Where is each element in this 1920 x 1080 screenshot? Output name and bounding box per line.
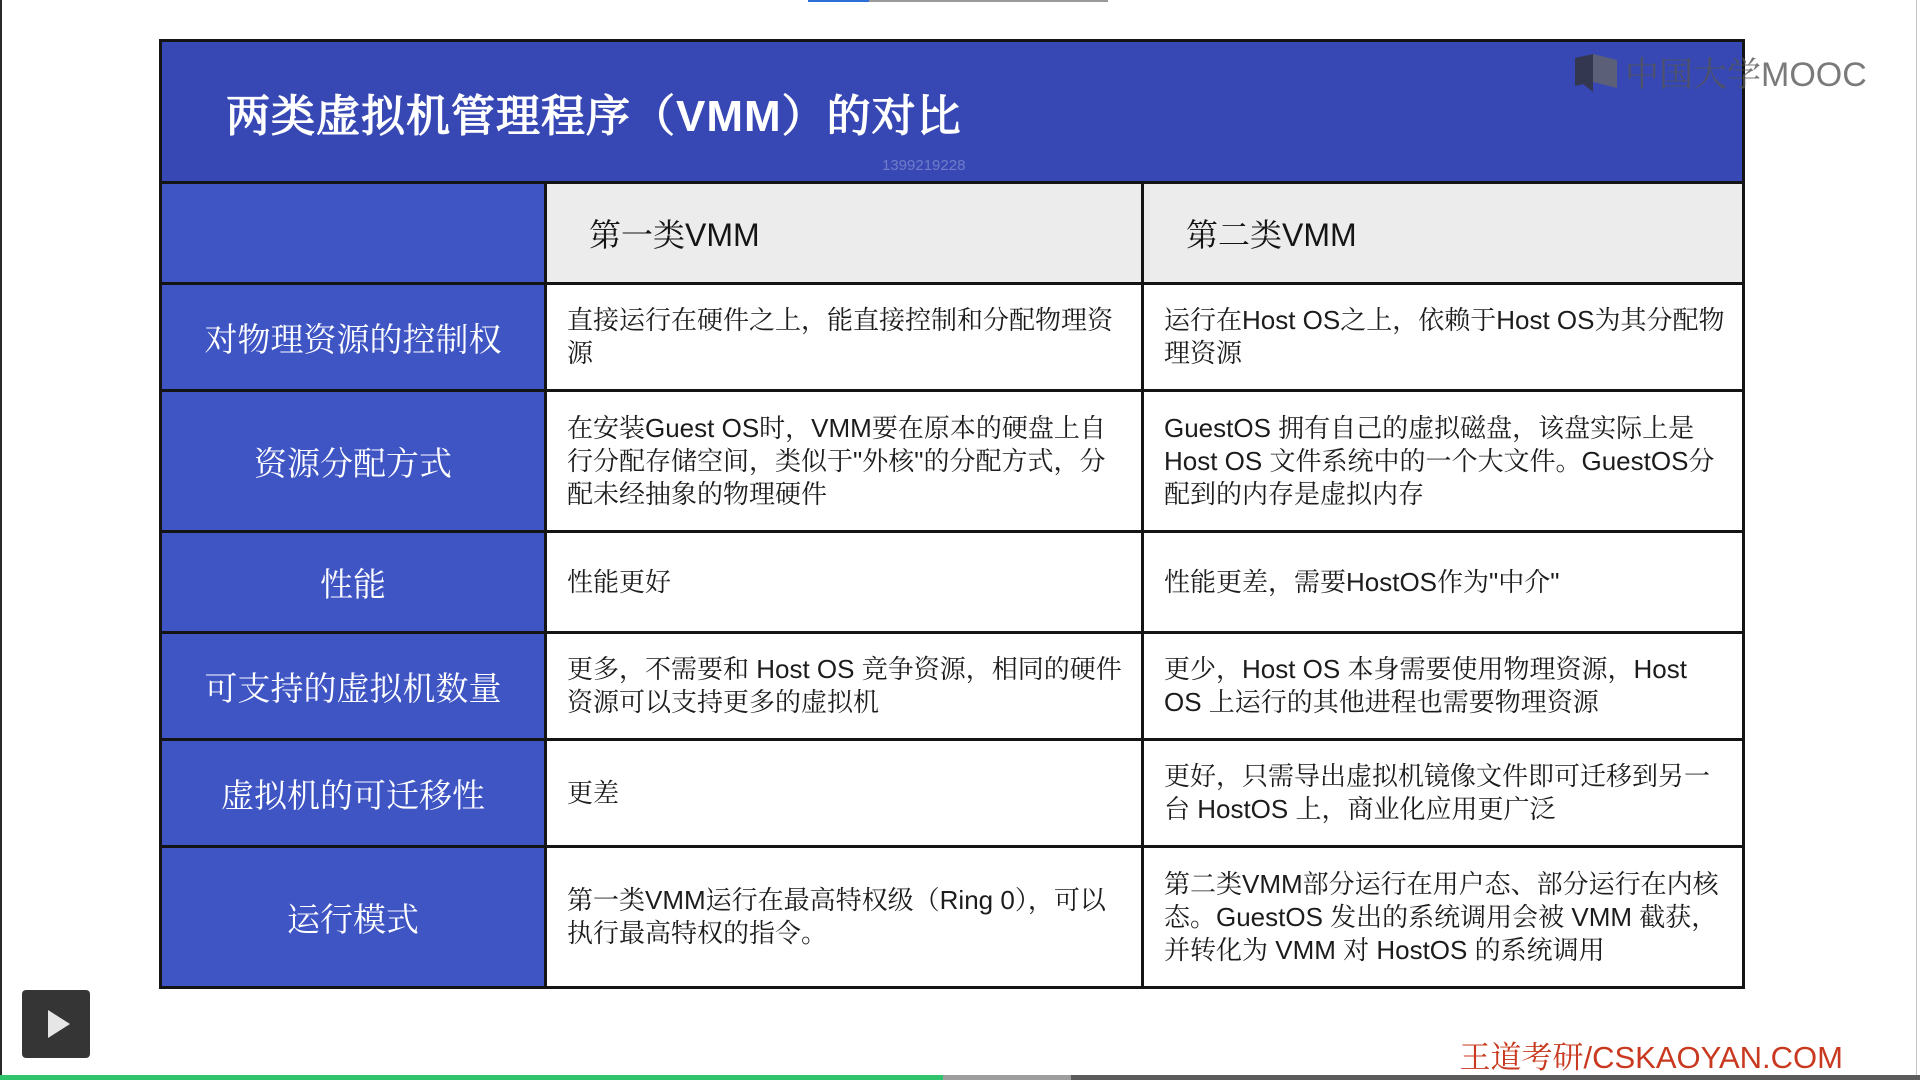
table-cell-type1 (547, 285, 1141, 389)
cell-text: 第一类VMM运行在最高特权级（Ring 0），可以执行最高特权的指令。 (567, 885, 1106, 948)
cell-text: 更少，Host OS 本身需要使用物理资源，Host OS 上运行的其他进程也需要物理资源 (1164, 654, 1687, 717)
window-edge-right (1916, 0, 1917, 1075)
row-label-resource-allocation (162, 392, 544, 530)
row-label-text: 资源分配方式 (254, 444, 452, 482)
table-header-type2-label: 第二类VMM (1186, 217, 1357, 253)
row-label-resource-control (162, 285, 544, 389)
table-cell-type1 (547, 634, 1141, 738)
mooc-logo (1573, 47, 1867, 96)
table-cell-type2 (1144, 848, 1742, 986)
table-header-type1-label: 第一类VMM (589, 217, 760, 253)
table-cell-type2 (1144, 533, 1742, 631)
viewer-id-watermark: 1399219228 (882, 157, 966, 174)
row-label-vm-count (162, 634, 544, 738)
row-label-text: 对物理资源的控制权 (204, 320, 502, 358)
row-label-text: 性能 (320, 565, 386, 603)
table-cell-type2 (1144, 634, 1742, 738)
cell-text: 第二类VMM部分运行在用户态、部分运行在内核态。GuestOS 发出的系统调用会被 VMM 截获，并转化为 VMM 对 HostOS 的系统调用 (1164, 868, 1719, 965)
slide-title: 两类虚拟机管理程序（VMM）的对比 (226, 91, 962, 141)
window-edge-left (0, 0, 2, 1080)
table-header-type1 (547, 184, 1141, 282)
table-cell-type1 (547, 741, 1141, 845)
cell-text: 性能更好 (567, 566, 672, 597)
mooc-logo-icon (1573, 52, 1619, 92)
row-label-portability (162, 741, 544, 845)
footer-brand: 王道考研/CSKAOYAN.COM (1459, 1040, 1843, 1075)
cell-text: 更好，只需导出虚拟机镜像文件即可迁移到另一台 HostOS 上，商业化应用更广泛 (1164, 761, 1711, 824)
play-icon (22, 990, 90, 1058)
play-button[interactable] (22, 990, 90, 1058)
cell-text: 更多，不需要和 Host OS 竞争资源，相同的硬件资源可以支持更多的虚拟机 (567, 654, 1122, 717)
table-cell-type2 (1144, 285, 1742, 389)
cell-text: GuestOS 拥有自己的虚拟磁盘，该盘实际上是 Host OS 文件系统中的一个大文件。GuestOS分配到的内存是虚拟内存 (1164, 412, 1715, 509)
row-label-text: 可支持的虚拟机数量 (204, 669, 502, 707)
table-cell-type1 (547, 848, 1141, 986)
mooc-logo-text: 中国大学MOOC (1625, 56, 1867, 94)
cell-text: 更差 (567, 777, 620, 808)
slide-title-band (162, 42, 1742, 181)
video-progress-bar[interactable] (0, 1075, 1920, 1080)
cell-text: 运行在Host OS之上，依赖于Host OS为其分配物理资源 (1164, 305, 1725, 368)
vmm-comparison-table (159, 39, 1745, 989)
row-label-text: 运行模式 (287, 900, 419, 938)
table-cell-type1 (547, 392, 1141, 530)
table-header-corner (162, 184, 544, 282)
row-label-text: 虚拟机的可迁移性 (221, 776, 485, 814)
cell-text: 直接运行在硬件之上，能直接控制和分配物理资源 (567, 305, 1114, 368)
progress-played (0, 1075, 943, 1080)
table-header-type2 (1144, 184, 1742, 282)
top-loading-indicator (808, 0, 1108, 2)
table-cell-type2 (1144, 741, 1742, 845)
table-cell-type2 (1144, 392, 1742, 530)
row-label-run-mode (162, 848, 544, 986)
table-cell-type1 (547, 533, 1141, 631)
row-label-performance (162, 533, 544, 631)
cell-text: 在安装Guest OS时，VMM要在原本的硬盘上自行分配存储空间，类似于"外核"的分配方式，分配未经抽象的物理硬件 (567, 412, 1106, 509)
cell-text: 性能更差，需要HostOS作为"中介" (1164, 566, 1560, 597)
top-loading-indicator-active (808, 0, 869, 2)
